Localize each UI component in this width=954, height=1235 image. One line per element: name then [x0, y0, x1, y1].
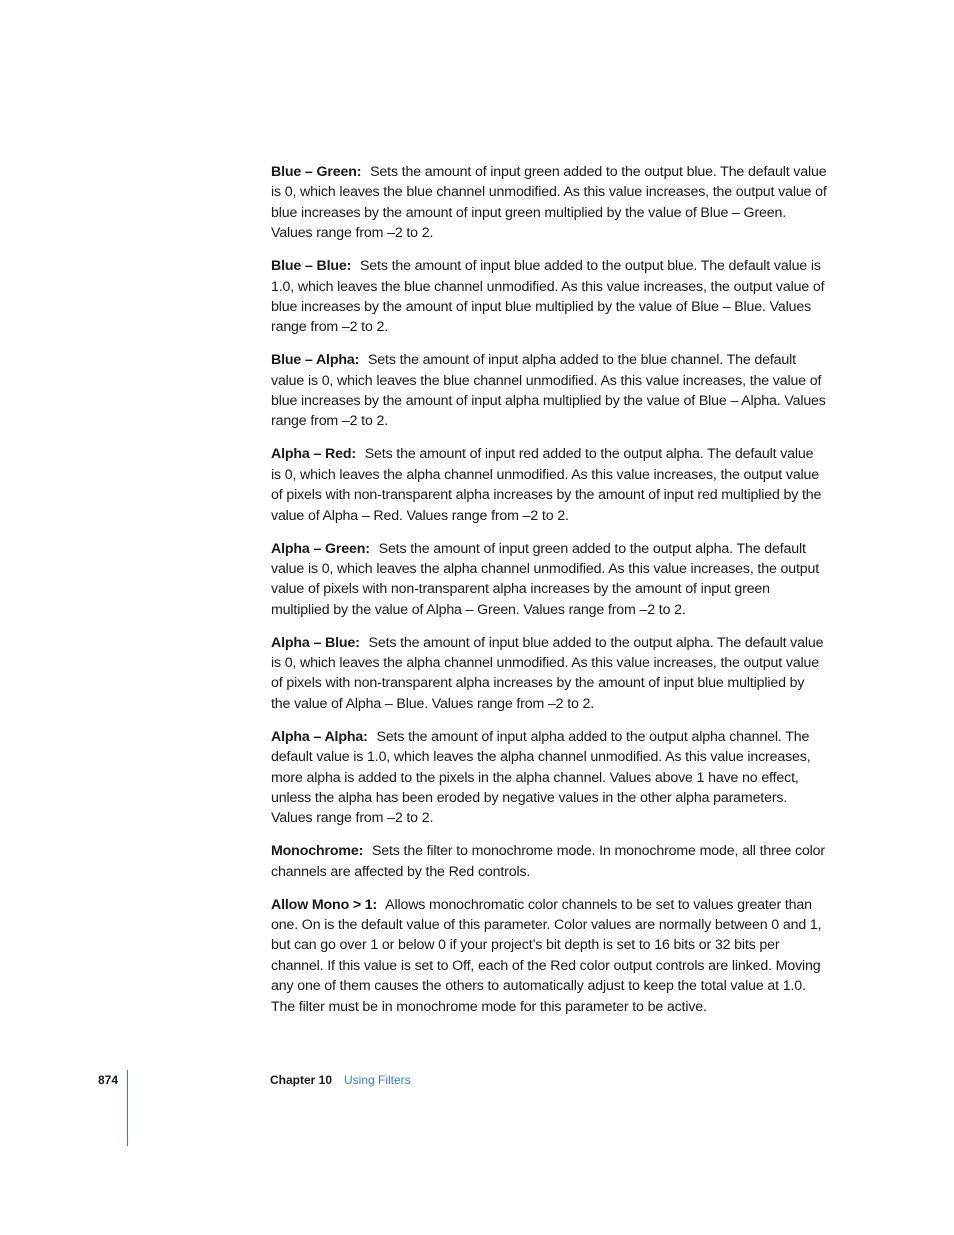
- term-allow-mono: Allow Mono > 1:: [271, 896, 378, 913]
- description-alpha-blue: Sets the amount of input blue added to the output alpha. The default value is 0, which leaves the alpha channel unmodified. As this value increases, the output value of pixels with non-transparent alpha increases by the amount of input blue multiplied by the value of Alpha – Blue. Values range from –2 to 2.: [271, 634, 824, 712]
- description-blue-alpha: Sets the amount of input alpha added to the blue channel. The default value is 0, which leaves the blue channel unmodified. As this value increases, the value of blue increases by the amount of input alpha multiplied by the value of Blue – Alpha. Values range from –2 to 2.: [271, 352, 826, 430]
- paragraph-blue-green: [271, 162, 827, 244]
- term-alpha-alpha: Alpha – Alpha:: [271, 728, 368, 745]
- term-alpha-blue: Alpha – Blue:: [271, 634, 360, 651]
- term-alpha-red: Alpha – Red:: [271, 446, 356, 463]
- paragraph-blue-alpha: [271, 350, 827, 432]
- description-alpha-green: Sets the amount of input green added to the output alpha. The default value is 0, which leaves the alpha channel unmodified. As this value increases, the output value of pixels with non-transparent alpha increases by the amount of input green multiplied by the value of Alpha – Green. Values range from –2 to 2.: [271, 540, 820, 618]
- description-blue-blue: Sets the amount of input blue added to the output blue. The default value is 1.0, which leaves the blue channel unmodified. As this value increases, the output value of blue increases by the amount of input blue multiplied by the value of Blue – Blue. Values range from –2 to 2.: [271, 258, 825, 336]
- chapter-label: Chapter 10: [270, 1073, 333, 1087]
- paragraph-allow-mono: [271, 895, 827, 1017]
- paragraph-alpha-blue: [271, 633, 827, 715]
- paragraph-alpha-green: [271, 539, 827, 621]
- description-monochrome: Sets the filter to monochrome mode. In monochrome mode, all three color channels are affected by the Red controls.: [271, 843, 825, 880]
- term-blue-alpha: Blue – Alpha:: [271, 352, 360, 369]
- description-alpha-red: Sets the amount of input red added to the output alpha. The default value is 0, which leaves the alpha channel unmodified. As this value increases, the output value of pixels with non-transparent alpha increases by the amount of input red multiplied by the value of Alpha – Red. Values range from –2 to 2.: [271, 446, 822, 524]
- description-alpha-alpha: Sets the amount of input alpha added to the output alpha channel. The default value is 1.0, which leaves the alpha channel unmodified. As this value increases, more alpha is added to the pixels in the alpha channel. Values above 1 have no effect, unless the alpha has been eroded by negative values in the other alpha parameters. Values range from –2 to 2.: [271, 728, 811, 827]
- footer-vertical-rule: [127, 1070, 128, 1146]
- description-blue-green: Sets the amount of input green added to the output blue. The default value is 0, which leaves the blue channel unmodified. As this value increases, the output value of blue increases by the amount of input green multiplied by the value of Blue – Green. Values range from –2 to 2.: [271, 164, 827, 242]
- term-blue-green: Blue – Green:: [271, 164, 362, 180]
- paragraph-monochrome: [271, 841, 827, 882]
- paragraph-alpha-red: [271, 444, 827, 526]
- paragraph-alpha-alpha: [271, 727, 827, 829]
- page-footer: [0, 1070, 954, 1150]
- description-allow-mono: Allows monochromatic color channels to be set to values greater than one. On is the default value of this parameter. Color values are normally between 0 and 1, but can go over 1 or below 0 if your project’s bit depth is set to 16 bits or 32 bits per channel. If this value is set to Off, each of the Red color output controls are linked. Moving any one of them causes the others to automatically adjust to keep the total value at 1.0. The filter must be in monochrome mode for this parameter to be active.: [271, 896, 822, 1015]
- page-number: 874: [98, 1073, 119, 1087]
- term-monochrome: Monochrome:: [271, 843, 364, 860]
- section-title-link[interactable]: Using Filters: [344, 1073, 411, 1087]
- term-alpha-green: Alpha – Green:: [271, 540, 370, 557]
- document-body: [271, 162, 827, 1030]
- paragraph-blue-blue: [271, 256, 827, 338]
- term-blue-blue: Blue – Blue:: [271, 258, 352, 275]
